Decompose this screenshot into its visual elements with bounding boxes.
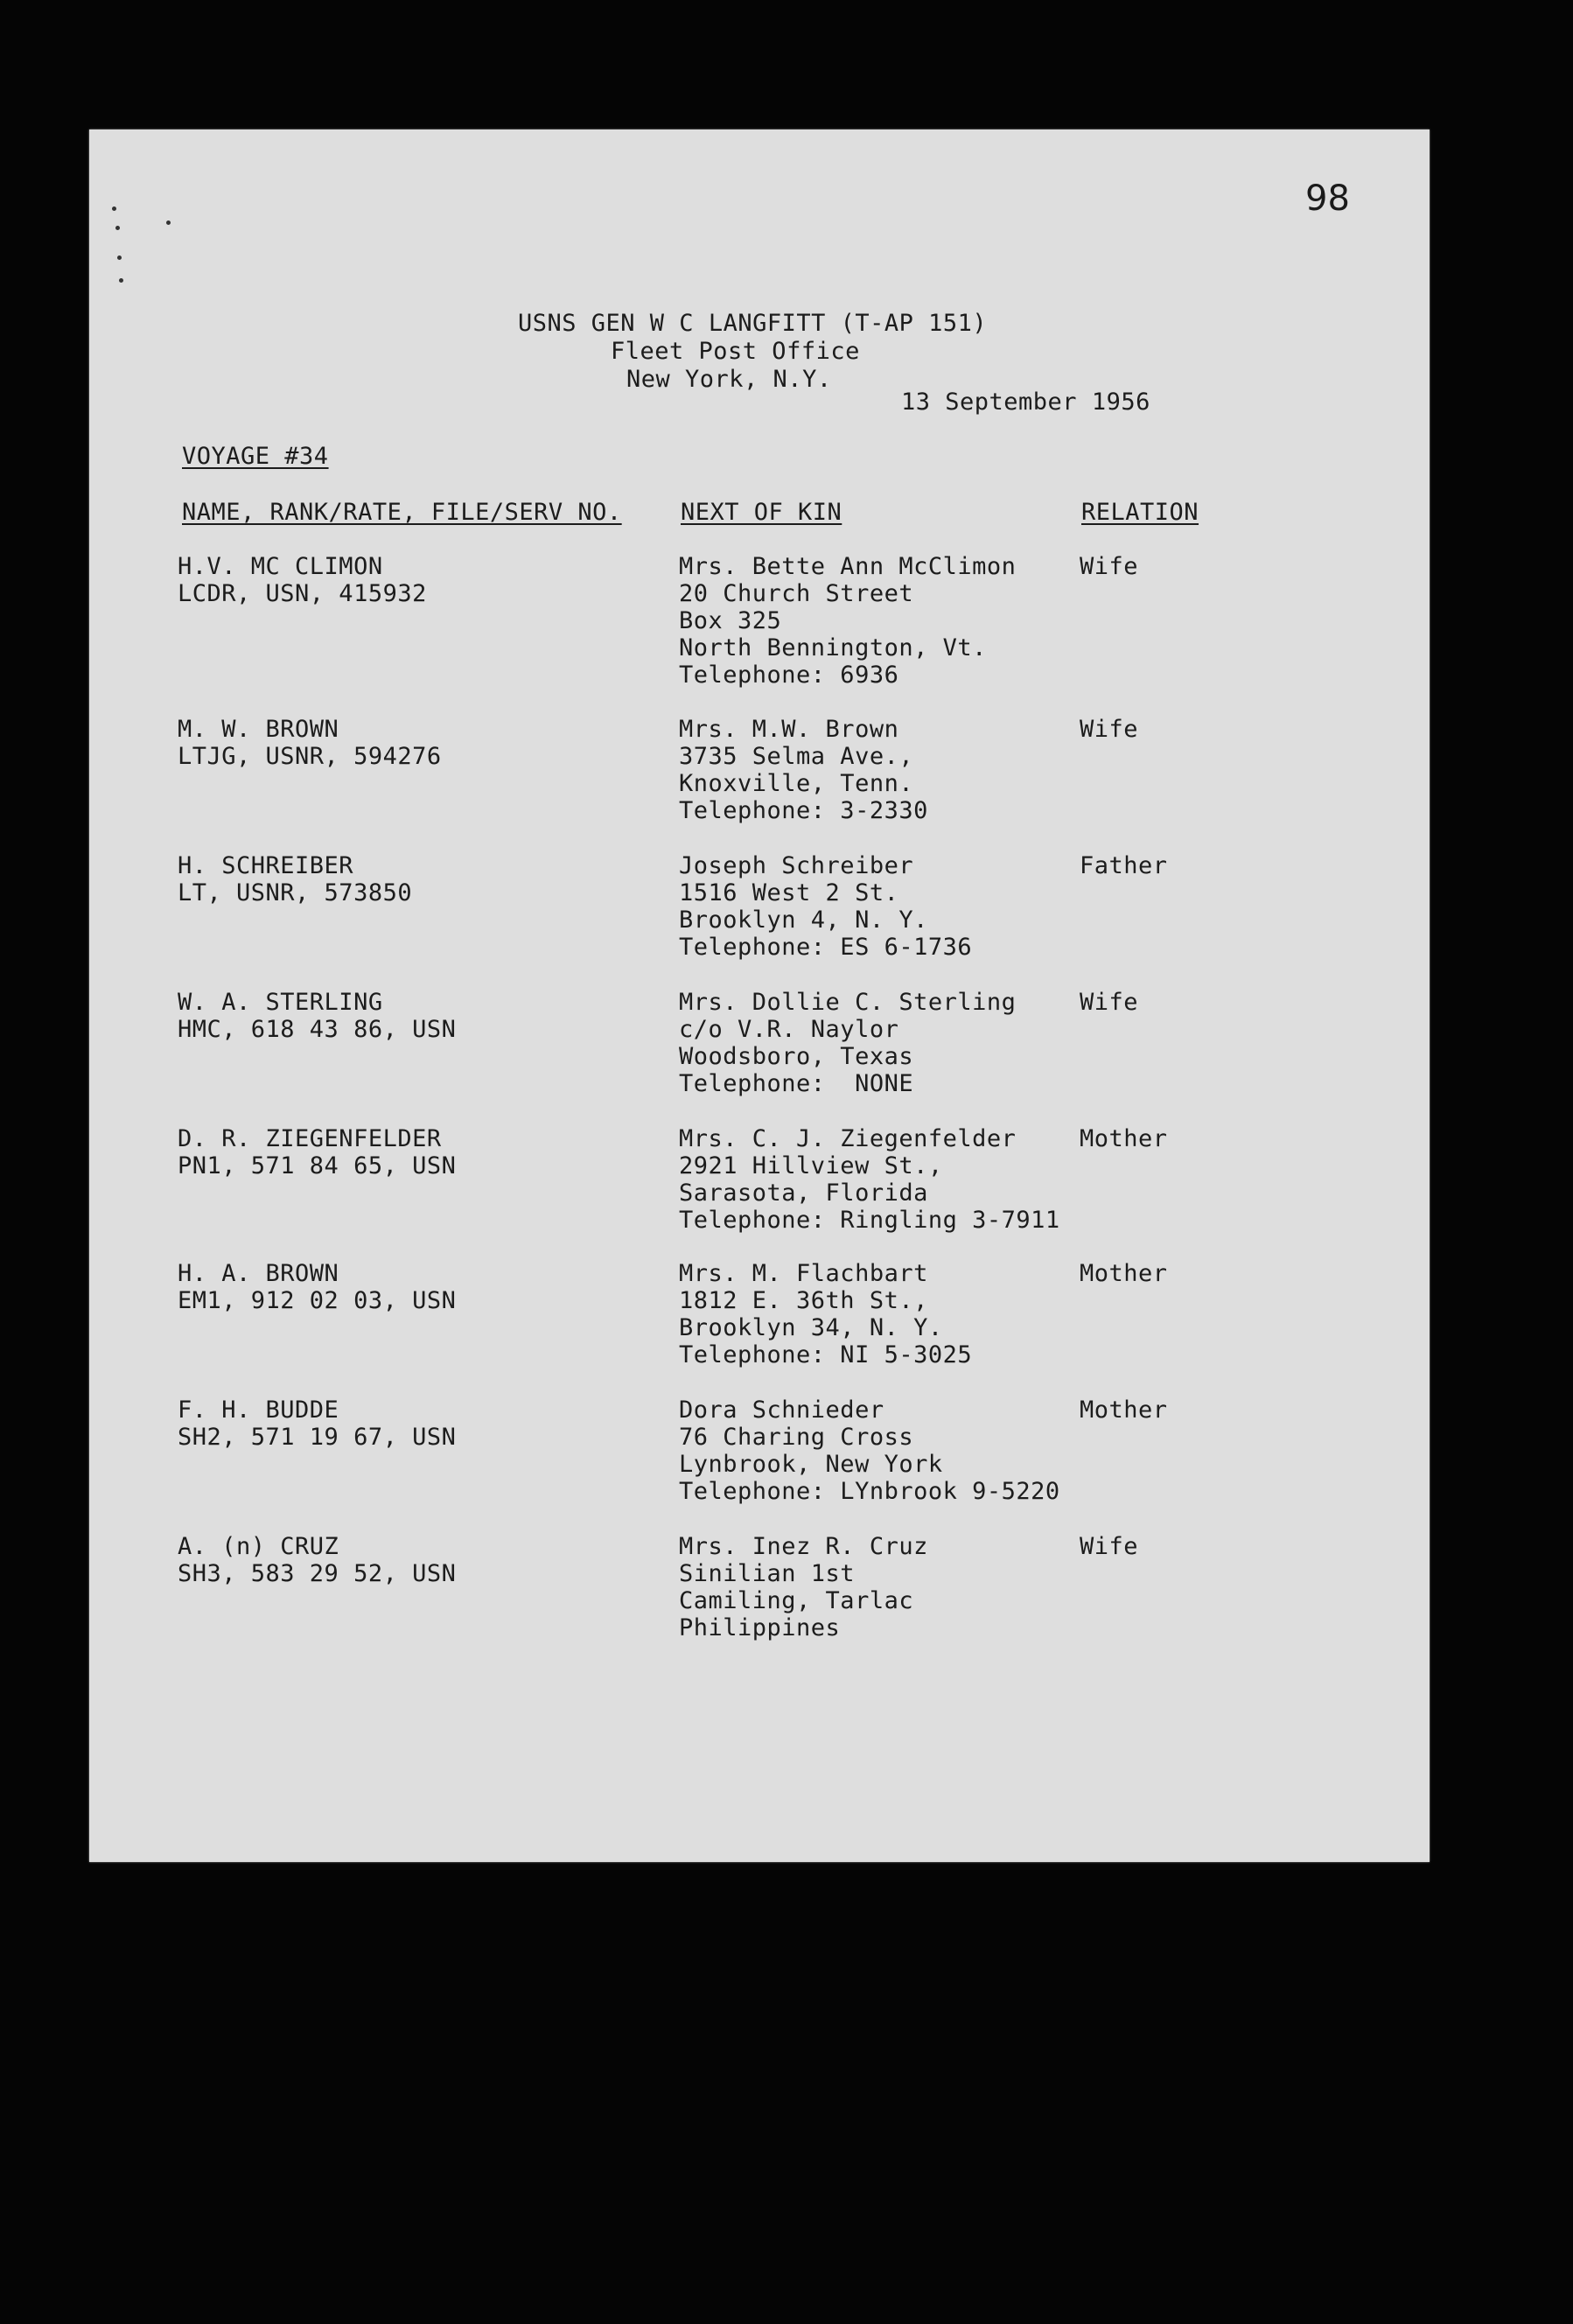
next-of-kin-name: Mrs. Inez R. Cruz [679,1533,928,1560]
next-of-kin-block [679,1260,972,1368]
next-of-kin-address-line: 20 Church Street [679,580,914,607]
rank-service-number: SH2, 571 19 67, USN [178,1424,457,1451]
next-of-kin-address-line: Sarasota, Florida [679,1180,928,1207]
next-of-kin-block [679,852,972,961]
next-of-kin-block [679,1396,1060,1505]
next-of-kin-block [679,716,928,824]
punch-mark [119,278,123,283]
service-member-name: H. SCHREIBER [178,852,354,879]
voyage-number: VOYAGE #34 [182,443,329,470]
next-of-kin-address-line: Telephone: 6936 [679,662,899,689]
post-office: Fleet Post Office [611,338,860,365]
next-of-kin-address-line: 76 Charing Cross [679,1424,914,1451]
next-of-kin-address-line: Telephone: Ringling 3-7911 [679,1207,1060,1234]
rank-service-number: LCDR, USN, 415932 [178,580,427,607]
next-of-kin-address-line: Telephone: NONE [679,1070,914,1097]
next-of-kin-address-line: 1516 West 2 St. [679,879,899,906]
next-of-kin-address-line: Knoxville, Tenn. [679,770,914,797]
next-of-kin-address-line: 1812 E. 36th St., [679,1287,928,1314]
next-of-kin-address-line: 2921 Hillview St., [679,1152,943,1180]
column-header-name: NAME, RANK/RATE, FILE/SERV NO. [182,499,622,526]
service-member-name: D. R. ZIEGENFELDER [178,1125,442,1152]
next-of-kin-block [679,1533,928,1642]
relation: Mother [1080,1260,1168,1287]
relation: Mother [1080,1125,1168,1152]
next-of-kin-name: Mrs. M. Flachbart [679,1260,928,1287]
service-member-name: F. H. BUDDE [178,1396,339,1424]
next-of-kin-block [679,989,1016,1097]
rank-service-number: PN1, 571 84 65, USN [178,1152,457,1180]
relation: Wife [1080,989,1139,1016]
punch-mark [112,206,116,211]
relation: Wife [1080,716,1139,743]
rank-service-number: LT, USNR, 573850 [178,879,413,906]
rank-service-number: SH3, 583 29 52, USN [178,1560,457,1587]
service-member-name: M. W. BROWN [178,716,339,743]
next-of-kin-block [679,553,1016,689]
punch-mark [117,256,122,260]
next-of-kin-name: Mrs. C. J. Ziegenfelder [679,1125,1017,1152]
relation: Father [1080,852,1168,879]
entry-name-block [178,1260,456,1314]
next-of-kin-address-line: Telephone: ES 6-1736 [679,934,973,961]
entry-name-block [178,553,427,607]
entry-name-block [178,1125,456,1180]
letter-date: 13 September 1956 [901,388,1150,416]
next-of-kin-address-line: Camiling, Tarlac [679,1587,914,1614]
punch-mark [115,226,120,230]
next-of-kin-address-line: c/o V.R. Naylor [679,1016,899,1043]
next-of-kin-name: Dora Schnieder [679,1396,884,1424]
next-of-kin-address-line: 3735 Selma Ave., [679,743,914,770]
next-of-kin-block [679,1125,1060,1234]
relation: Wife [1080,553,1139,580]
relation: Wife [1080,1533,1139,1560]
entry-name-block [178,852,412,906]
next-of-kin-address-line: Telephone: LYnbrook 9-5220 [679,1478,1060,1505]
next-of-kin-address-line: Telephone: NI 5-3025 [679,1341,973,1368]
service-member-name: H.V. MC CLIMON [178,553,383,580]
rank-service-number: HMC, 618 43 86, USN [178,1016,457,1043]
next-of-kin-address-line: Box 325 [679,607,782,634]
next-of-kin-address-line: Brooklyn 4, N. Y. [679,906,928,934]
service-member-name: A. (n) CRUZ [178,1533,339,1560]
page-number: 98 [1305,178,1350,219]
column-header-relation: RELATION [1081,499,1199,526]
service-member-name: W. A. STERLING [178,989,383,1016]
next-of-kin-name: Joseph Schreiber [679,852,914,879]
entry-name-block [178,1396,456,1451]
service-member-name: H. A. BROWN [178,1260,339,1287]
entry-name-block [178,989,456,1043]
next-of-kin-name: Mrs. M.W. Brown [679,716,899,743]
entry-name-block [178,716,442,770]
next-of-kin-name: Mrs. Dollie C. Sterling [679,989,1017,1016]
next-of-kin-address-line: Telephone: 3-2330 [679,797,928,824]
next-of-kin-address-line: Brooklyn 34, N. Y. [679,1314,943,1341]
next-of-kin-address-line: Sinilian 1st [679,1560,856,1587]
next-of-kin-address-line: North Bennington, Vt. [679,634,987,662]
rank-service-number: EM1, 912 02 03, USN [178,1287,457,1314]
next-of-kin-address-line: Woodsboro, Texas [679,1043,914,1070]
next-of-kin-name: Mrs. Bette Ann McClimon [679,553,1017,580]
relation: Mother [1080,1396,1168,1424]
city: New York, N.Y. [626,366,832,393]
punch-mark [166,220,171,225]
rank-service-number: LTJG, USNR, 594276 [178,743,442,770]
next-of-kin-address-line: Philippines [679,1614,841,1642]
entry-name-block [178,1533,456,1587]
next-of-kin-address-line: Lynbrook, New York [679,1451,943,1478]
column-header-kin: NEXT OF KIN [681,499,842,526]
ship-name: USNS GEN W C LANGFITT (T-AP 151) [518,310,988,337]
